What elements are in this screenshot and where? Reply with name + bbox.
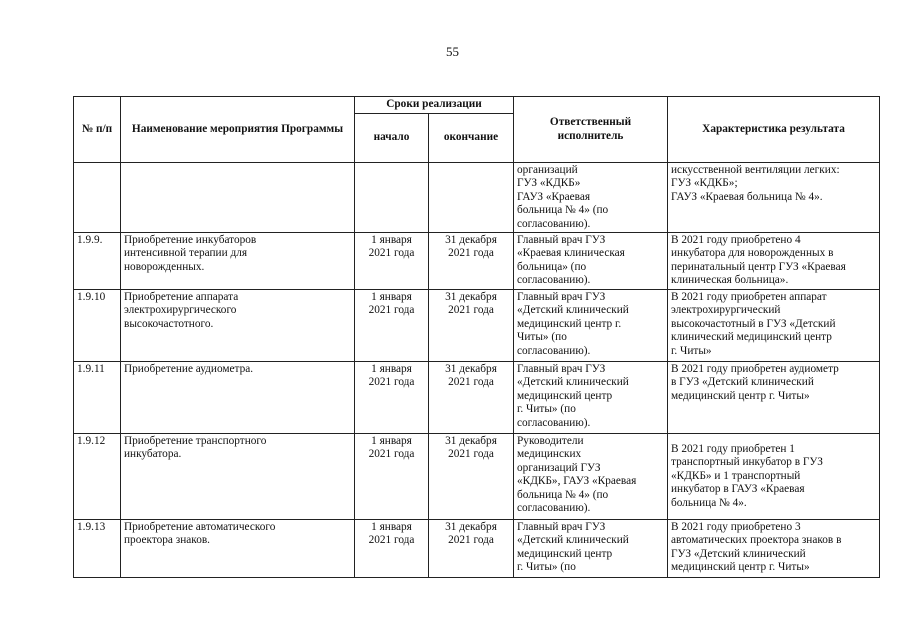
cell-start: 1 января 2021 года — [355, 362, 429, 434]
cell-num: 1.9.11 — [74, 362, 121, 434]
cell-responsible: Главный врач ГУЗ «Детский клинический медицинский центр г. Читы» (по согласованию). — [514, 362, 668, 434]
cell-start — [355, 163, 429, 233]
cell-end: 31 декабря 2021 года — [429, 362, 514, 434]
cell-num: 1.9.13 — [74, 520, 121, 578]
cell-name: Приобретение аппарата электрохирургического высокочастотного. — [121, 290, 355, 362]
cell-responsible: Главный врач ГУЗ «Детский клинический медицинский центр г. Читы» (по — [514, 520, 668, 578]
cell-num: 1.9.10 — [74, 290, 121, 362]
cell-name: Приобретение автоматического проектора знаков. — [121, 520, 355, 578]
cell-name: Приобретение инкубаторов интенсивной терапии для новорожденных. — [121, 233, 355, 290]
table-row — [74, 163, 880, 233]
header-responsible: Ответственный исполнитель — [514, 97, 668, 163]
header-result: Характеристика результата — [668, 97, 880, 163]
cell-end: 31 декабря 2021 года — [429, 434, 514, 520]
cell-name: Приобретение транспортного инкубатора. — [121, 434, 355, 520]
cell-result: В 2021 году приобретен 1 транспортный инкубатор в ГУЗ «КДКБ» и 1 транспортный инкубатор в ГАУЗ «Краевая больница № 4». — [668, 434, 880, 520]
cell-end — [429, 163, 514, 233]
program-table — [73, 96, 880, 578]
cell-num: 1.9.12 — [74, 434, 121, 520]
cell-result: В 2021 году приобретено 4 инкубатора для новорожденных в перинатальный центр ГУЗ «Краевая клиническая больница». — [668, 233, 880, 290]
cell-start: 1 января 2021 года — [355, 233, 429, 290]
page-number: 55 — [446, 44, 459, 59]
table-row — [74, 434, 880, 520]
header-terms: Сроки реализации — [355, 97, 514, 114]
cell-responsible: организаций ГУЗ «КДКБ» ГАУЗ «Краевая больница № 4» (по согласованию). — [514, 163, 668, 233]
cell-responsible: Руководители медицинских организаций ГУЗ «КДКБ», ГАУЗ «Краевая больница № 4» (по согласованию). — [514, 434, 668, 520]
cell-result: В 2021 году приобретен аппарат электрохирургический высокочастотный в ГУЗ «Детский клинический медицинский центр г. Читы» — [668, 290, 880, 362]
cell-result: В 2021 году приобретено 3 автоматических проектора знаков в ГУЗ «Детский клинический медицинский центр г. Читы» — [668, 520, 880, 578]
cell-name — [121, 163, 355, 233]
table-row — [74, 520, 880, 578]
cell-num: 1.9.9. — [74, 233, 121, 290]
cell-responsible: Главный врач ГУЗ «Детский клинический медицинский центр г. Читы» (по согласованию). — [514, 290, 668, 362]
header-end: окончание — [429, 114, 514, 163]
cell-result: искусственной вентиляции легких: ГУЗ «КДКБ»; ГАУЗ «Краевая больница № 4». — [668, 163, 880, 233]
table-row — [74, 362, 880, 434]
cell-start: 1 января 2021 года — [355, 520, 429, 578]
header-num: № п/п — [74, 97, 121, 163]
cell-num — [74, 163, 121, 233]
cell-end: 31 декабря 2021 года — [429, 233, 514, 290]
cell-responsible: Главный врач ГУЗ «Краевая клиническая больница» (по согласованию). — [514, 233, 668, 290]
cell-end: 31 декабря 2021 года — [429, 520, 514, 578]
cell-end: 31 декабря 2021 года — [429, 290, 514, 362]
cell-name: Приобретение аудиометра. — [121, 362, 355, 434]
cell-start: 1 января 2021 года — [355, 290, 429, 362]
table-row — [74, 290, 880, 362]
header-start: начало — [355, 114, 429, 163]
cell-result: В 2021 году приобретен аудиометр в ГУЗ «Детский клинический медицинский центр г. Читы» — [668, 362, 880, 434]
header-name: Наименование мероприятия Программы — [121, 97, 355, 163]
cell-start: 1 января 2021 года — [355, 434, 429, 520]
table-row — [74, 233, 880, 290]
